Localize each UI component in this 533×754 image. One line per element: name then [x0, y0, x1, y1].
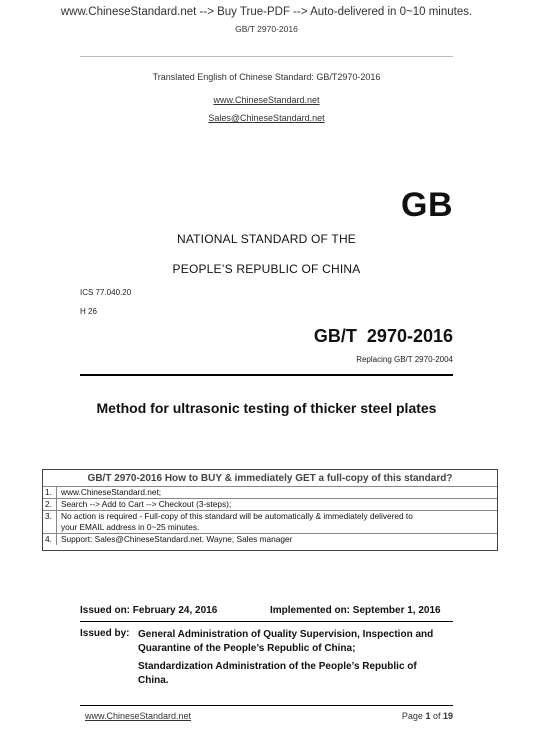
- step-number: 4.: [43, 534, 57, 545]
- footer-website-link[interactable]: www.ChineseStandard.net: [85, 711, 192, 721]
- page-current: 1: [425, 711, 431, 721]
- website-link[interactable]: www.ChineseStandard.net: [213, 95, 320, 105]
- issuer-line2: Quarantine of the People’s Republic of China;: [138, 643, 356, 654]
- email-link[interactable]: Sales@ChineseStandard.net: [208, 113, 325, 123]
- buy-step: [43, 533, 497, 545]
- buy-info-box: [42, 469, 498, 551]
- page-prefix: Page: [401, 711, 426, 721]
- buy-step: [43, 522, 497, 533]
- ics-code: ICS 77.040.20: [80, 288, 132, 297]
- step-text: www.ChineseStandard.net;: [61, 487, 162, 497]
- issuer-line4: China.: [138, 675, 169, 686]
- website-link-wrap: [0, 90, 533, 108]
- page-indicator: [402, 711, 453, 721]
- dates-divider: [80, 621, 453, 622]
- title-divider: [80, 374, 453, 376]
- buy-box-heading: GB/T 2970-2016 How to BUY & immediately GET a full-copy of this standard?: [87, 473, 453, 484]
- issued-date: Issued on: February 24, 2016: [80, 605, 218, 616]
- top-banner: www.ChineseStandard.net --> Buy True-PDF --> Auto-delivered in 0~10 minutes.: [60, 6, 473, 18]
- step-number: 1.: [43, 487, 57, 498]
- document-title: Method for ultrasonic testing of thicker steel plates: [96, 400, 437, 416]
- page-of: of: [430, 711, 443, 721]
- buy-step: [43, 510, 497, 522]
- national-standard-line2: PEOPLE’S REPUBLIC OF CHINA: [172, 262, 361, 276]
- issuer-line3: Standardization Administration of the People’s Republic of: [138, 661, 417, 672]
- step-number: 3.: [43, 511, 57, 522]
- replacing-note: Replacing GB/T 2970-2004: [356, 355, 453, 364]
- step-number: [43, 522, 57, 533]
- footer-divider: [80, 705, 453, 706]
- issuer-label: Issued by:: [80, 628, 130, 639]
- standard-number: GB/T 2970-2016: [313, 326, 453, 346]
- national-standard-line1: NATIONAL STANDARD OF THE: [176, 232, 357, 246]
- step-text: Search --> Add to Cart --> Checkout (3-steps);: [61, 499, 232, 509]
- issuer-line1: General Administration of Quality Supervision, Inspection and: [138, 629, 434, 640]
- classification-code: H 26: [80, 307, 97, 316]
- gb-logo: GB: [401, 186, 453, 224]
- step-number: 2.: [43, 499, 57, 510]
- step-text: No action is required - Full-copy of this standard will be automatically & immediately delivered to: [61, 511, 413, 521]
- page-total: 19: [442, 711, 453, 721]
- step-text: your EMAIL address in 0~25 minutes.: [61, 522, 200, 532]
- email-link-wrap: [0, 108, 533, 126]
- buy-step: [43, 498, 497, 510]
- header-standard-number: GB/T 2970-2016: [235, 24, 298, 34]
- implemented-date: Implemented on: September 1, 2016: [270, 605, 441, 616]
- translation-note: Translated English of Chinese Standard: GB/T2970-2016: [152, 72, 381, 82]
- buy-step: [43, 486, 497, 498]
- header-divider: [80, 56, 453, 57]
- buy-steps-list: [43, 486, 497, 545]
- step-text: Support: Sales@ChineseStandard.net. Wayne, Sales manager: [61, 534, 293, 544]
